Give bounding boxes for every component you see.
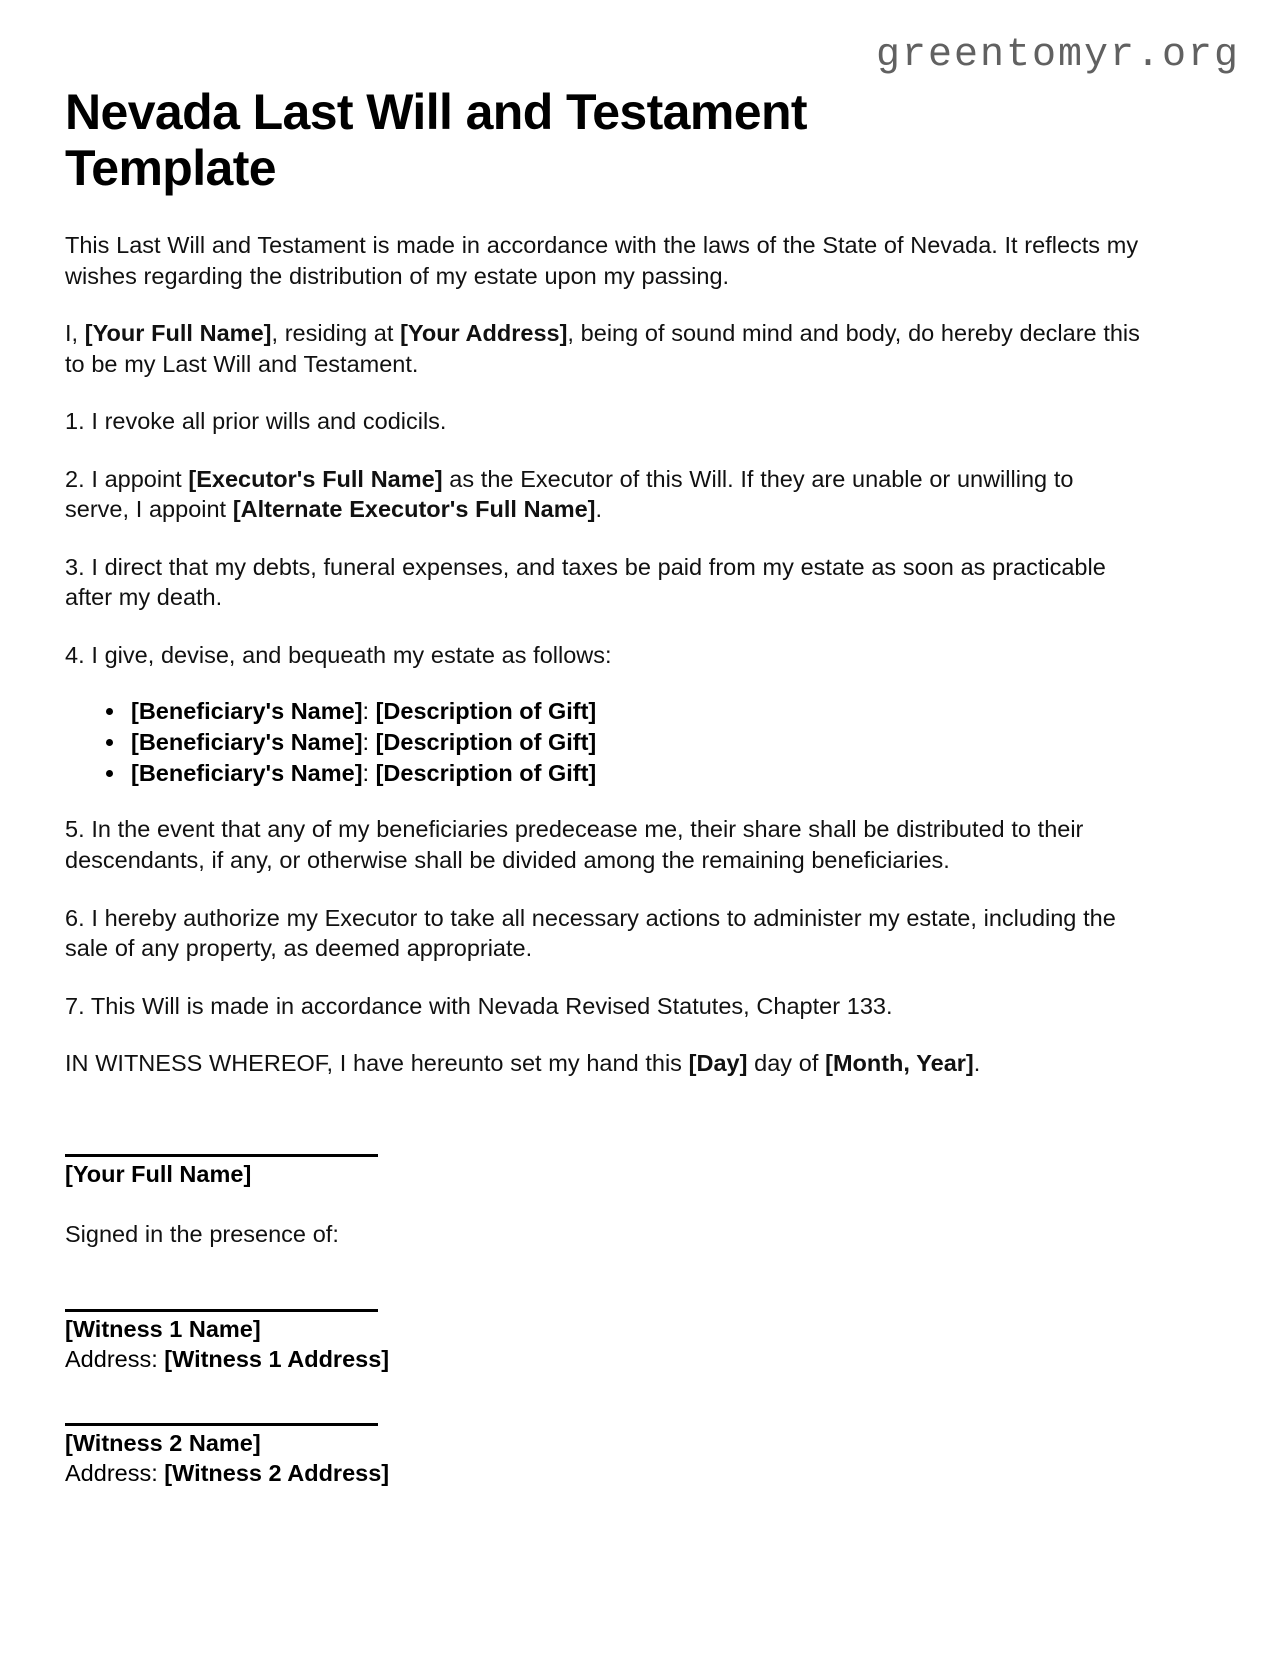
witness-2-address-row <box>65 1458 1143 1489</box>
witness-2-block <box>65 1423 1143 1489</box>
beneficiary-name-placeholder: [Beneficiary's Name] <box>131 729 363 756</box>
witness-2-address-label: Address: <box>65 1460 165 1487</box>
witness-1-name-placeholder: [Witness 1 Name] <box>65 1315 261 1342</box>
gift-description-placeholder: [Description of Gift] <box>375 759 597 786</box>
your-address-placeholder: [Your Address] <box>400 320 568 347</box>
clause-2-text-3: . <box>595 496 603 523</box>
testator-signature-line <box>65 1154 378 1157</box>
witness-1-signature-line <box>65 1309 378 1312</box>
beneficiary-name-placeholder: [Beneficiary's Name] <box>131 698 363 725</box>
alternate-executor-name-placeholder: [Alternate Executor's Full Name] <box>232 496 596 523</box>
clause-2-text-1: 2. I appoint <box>65 465 189 492</box>
bequest-separator: : <box>362 759 376 786</box>
clause-5: 5. In the event that any of my beneficiaries predecease me, their share shall be distributed to their descendants, if any, or otherwise shall be divided among the remaining beneficiaries. <box>65 816 1084 873</box>
presence-spacer <box>65 1189 1143 1219</box>
month-year-placeholder: [Month, Year] <box>825 1050 974 1077</box>
attestation-paragraph <box>65 1048 1143 1079</box>
list-item <box>127 697 1143 726</box>
beneficiary-name-placeholder: [Beneficiary's Name] <box>131 759 363 786</box>
executor-name-placeholder: [Executor's Full Name] <box>188 465 443 492</box>
bequest-separator: : <box>362 698 376 725</box>
witness-1-address-row <box>65 1344 1143 1375</box>
bequest-separator: : <box>362 729 376 756</box>
gift-description-placeholder: [Description of Gift] <box>375 729 597 756</box>
declaration-text-2: , residing at <box>271 320 401 347</box>
list-item <box>127 728 1143 757</box>
your-full-name-placeholder: [Your Full Name] <box>84 320 272 347</box>
attestation-text-2: day of <box>747 1050 826 1077</box>
declaration-text-1: I, <box>65 320 85 347</box>
page-title: Nevada Last Will and Testament Template <box>65 84 807 196</box>
witness-1-address-label: Address: <box>65 1346 165 1373</box>
witness-1-spacer <box>65 1277 1143 1307</box>
bequest-list <box>65 697 1143 787</box>
witness-2-signature-line <box>65 1423 378 1426</box>
witness-1-address-placeholder: [Witness 1 Address] <box>164 1346 390 1373</box>
signed-in-presence-label: Signed in the presence of: <box>65 1221 339 1248</box>
clause-2-text-2: as the Executor of this Will. If they are unable or unwilling to serve, I appoint <box>65 465 1074 523</box>
witness-2-address-placeholder: [Witness 2 Address] <box>164 1460 390 1487</box>
declaration-text-3: , being of sound mind and body, do hereby declare this to be my Last Will and Testament. <box>65 320 1140 377</box>
clause-6: 6. I hereby authorize my Executor to take all necessary actions to administer my estate, including the sale of any property, as deemed appropriate. <box>65 904 1116 962</box>
declaration-paragraph <box>65 318 1143 379</box>
clause-7: 7. This Will is made in accordance with Nevada Revised Statutes, Chapter 133. <box>65 992 893 1019</box>
clause-2 <box>65 464 1143 525</box>
day-placeholder: [Day] <box>688 1050 748 1077</box>
signature-spacer <box>65 1106 1143 1152</box>
witness-2-name-placeholder: [Witness 2 Name] <box>65 1429 261 1456</box>
witness-2-spacer <box>65 1375 1143 1421</box>
clause-1: 1. I revoke all prior wills and codicils. <box>65 408 447 435</box>
testator-name-placeholder: [Your Full Name] <box>65 1160 252 1187</box>
intro-paragraph: This Last Will and Testament is made in accordance with the laws of the State of Nevada. It reflects my wishes regarding the distribution of my estate upon my passing. <box>65 232 1139 289</box>
gift-description-placeholder: [Description of Gift] <box>375 698 597 725</box>
site-watermark: greentomyr.org <box>875 33 1240 78</box>
list-item <box>127 759 1143 788</box>
testator-signature-block <box>65 1154 1143 1190</box>
witness-1-block <box>65 1309 1143 1375</box>
attestation-text-3: . <box>973 1050 981 1077</box>
clause-4: 4. I give, devise, and bequeath my estate as follows: <box>65 641 612 668</box>
attestation-text-1: IN WITNESS WHEREOF, I have hereunto set my hand this <box>65 1050 689 1077</box>
clause-3: 3. I direct that my debts, funeral expenses, and taxes be paid from my estate as soon as practicable after my death. <box>65 553 1106 611</box>
document-content <box>65 84 1143 1489</box>
